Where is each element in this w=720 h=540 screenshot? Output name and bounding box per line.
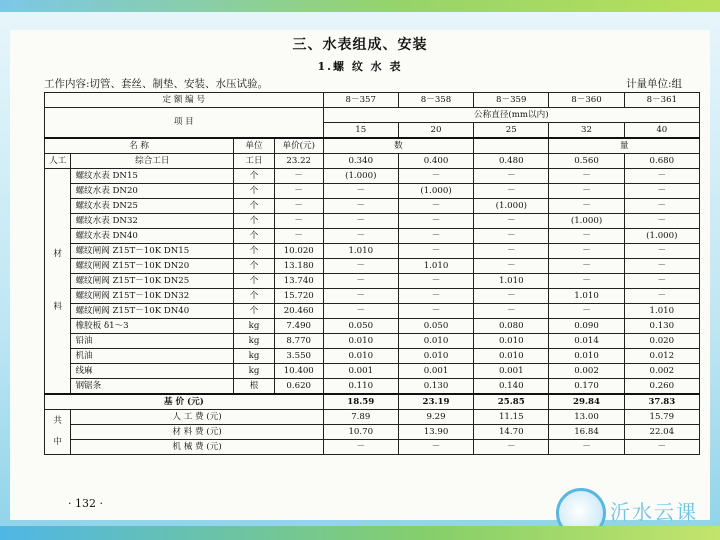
material-qty: － bbox=[474, 304, 549, 319]
material-qty: 1.010 bbox=[474, 274, 549, 289]
material-qty: － bbox=[398, 289, 473, 304]
cost-breakdown-value: 22.04 bbox=[624, 425, 699, 440]
diameter-value: 15 bbox=[323, 123, 398, 139]
material-row bbox=[45, 199, 700, 214]
material-qty: － bbox=[398, 214, 473, 229]
material-row bbox=[45, 289, 700, 304]
quota-code: 8－361 bbox=[624, 93, 699, 108]
material-qty: 0.010 bbox=[323, 349, 398, 364]
material-price: 3.550 bbox=[274, 349, 323, 364]
cost-breakdown-label: 人 工 费 (元) bbox=[71, 410, 323, 425]
cost-category-char: 共 bbox=[53, 416, 63, 426]
diameter-label: 公称直径(mm以内) bbox=[323, 108, 699, 123]
cost-breakdown-value: 10.70 bbox=[323, 425, 398, 440]
material-name: 螺纹水表 DN25 bbox=[71, 199, 234, 214]
material-name: 铅油 bbox=[71, 334, 234, 349]
material-unit: 个 bbox=[234, 274, 275, 289]
material-qty: 0.010 bbox=[398, 334, 473, 349]
quantity-header-spacer bbox=[474, 138, 549, 154]
material-row bbox=[45, 319, 700, 334]
material-qty: 1.010 bbox=[549, 289, 624, 304]
material-price: － bbox=[274, 199, 323, 214]
item-label: 项 目 bbox=[45, 108, 324, 139]
subsection-title: 1.螺 纹 水 表 bbox=[317, 60, 403, 73]
material-qty: 0.010 bbox=[549, 349, 624, 364]
cost-breakdown-row bbox=[45, 410, 700, 425]
cost-breakdown-category bbox=[45, 410, 71, 455]
material-qty: － bbox=[398, 244, 473, 259]
material-row bbox=[45, 304, 700, 319]
quota-code-row bbox=[45, 93, 700, 108]
top-accent-bar bbox=[0, 0, 720, 12]
material-name: 螺纹闸阀 Z15T－10K DN15 bbox=[71, 244, 234, 259]
material-qty: 1.010 bbox=[624, 304, 699, 319]
material-unit: 个 bbox=[234, 169, 275, 184]
material-qty: 0.170 bbox=[549, 379, 624, 395]
material-qty: － bbox=[624, 274, 699, 289]
labor-qty: 0.340 bbox=[323, 154, 398, 169]
material-qty: － bbox=[398, 304, 473, 319]
material-qty: 0.010 bbox=[474, 349, 549, 364]
material-qty: 0.050 bbox=[323, 319, 398, 334]
material-qty: 0.002 bbox=[624, 364, 699, 379]
material-qty: 0.130 bbox=[398, 379, 473, 395]
material-qty: － bbox=[549, 199, 624, 214]
material-qty: － bbox=[549, 244, 624, 259]
cost-breakdown-label: 材 料 费 (元) bbox=[71, 425, 323, 440]
diameter-value: 40 bbox=[624, 123, 699, 139]
material-qty: 0.001 bbox=[323, 364, 398, 379]
cost-breakdown-value: 16.84 bbox=[549, 425, 624, 440]
cost-breakdown-row bbox=[45, 440, 700, 455]
material-qty: － bbox=[549, 304, 624, 319]
column-header-row bbox=[45, 138, 700, 154]
material-qty: 0.090 bbox=[549, 319, 624, 334]
material-qty: 0.012 bbox=[624, 349, 699, 364]
price-header: 单价(元) bbox=[274, 138, 323, 154]
material-qty: － bbox=[398, 229, 473, 244]
quantity-header-right: 量 bbox=[549, 138, 700, 154]
material-name: 钢锯条 bbox=[71, 379, 234, 395]
material-qty: － bbox=[549, 169, 624, 184]
quota-code: 8－357 bbox=[323, 93, 398, 108]
labor-row bbox=[45, 154, 700, 169]
cost-breakdown-value: － bbox=[549, 440, 624, 455]
material-unit: kg bbox=[234, 349, 275, 364]
material-price: 20.460 bbox=[274, 304, 323, 319]
material-qty: 0.014 bbox=[549, 334, 624, 349]
material-price: 10.020 bbox=[274, 244, 323, 259]
material-qty: 0.260 bbox=[624, 379, 699, 395]
material-category bbox=[45, 169, 71, 395]
material-row bbox=[45, 259, 700, 274]
material-price: － bbox=[274, 229, 323, 244]
cost-category-char: 中 bbox=[53, 437, 63, 447]
material-qty: 0.001 bbox=[474, 364, 549, 379]
material-qty: 0.130 bbox=[624, 319, 699, 334]
material-qty: － bbox=[549, 229, 624, 244]
quota-label: 定 额 编 号 bbox=[45, 93, 324, 108]
material-qty: － bbox=[323, 229, 398, 244]
material-qty: － bbox=[398, 199, 473, 214]
work-content: 工作内容:切管、套丝、制垫、安装、水压试验。 bbox=[44, 78, 269, 90]
material-row bbox=[45, 274, 700, 289]
material-qty: － bbox=[323, 184, 398, 199]
material-qty: 0.010 bbox=[398, 349, 473, 364]
diameter-header-row bbox=[45, 108, 700, 123]
material-qty: 0.110 bbox=[323, 379, 398, 395]
cost-breakdown-value: 9.29 bbox=[398, 410, 473, 425]
material-qty: 0.002 bbox=[549, 364, 624, 379]
material-price: 13.180 bbox=[274, 259, 323, 274]
material-qty: 0.050 bbox=[398, 319, 473, 334]
material-qty: 1.010 bbox=[323, 244, 398, 259]
material-price: 0.620 bbox=[274, 379, 323, 395]
cost-breakdown-value: 15.79 bbox=[624, 410, 699, 425]
name-header: 名 称 bbox=[45, 138, 234, 154]
quota-code: 8－360 bbox=[549, 93, 624, 108]
document-page bbox=[10, 30, 710, 520]
diameter-value: 32 bbox=[549, 123, 624, 139]
page-number: · 132 · bbox=[68, 497, 103, 510]
material-qty: － bbox=[398, 274, 473, 289]
labor-qty: 0.680 bbox=[624, 154, 699, 169]
material-name: 线麻 bbox=[71, 364, 234, 379]
material-price: 13.740 bbox=[274, 274, 323, 289]
material-qty: － bbox=[474, 259, 549, 274]
material-name: 螺纹水表 DN15 bbox=[71, 169, 234, 184]
material-qty: 0.010 bbox=[474, 334, 549, 349]
material-qty: － bbox=[624, 184, 699, 199]
material-qty: － bbox=[474, 169, 549, 184]
material-qty: (1.000) bbox=[398, 184, 473, 199]
quota-code: 8－359 bbox=[474, 93, 549, 108]
material-qty: － bbox=[624, 244, 699, 259]
cost-breakdown-value: － bbox=[323, 440, 398, 455]
logo-text: 沂水云课 bbox=[610, 500, 698, 524]
material-qty: － bbox=[474, 214, 549, 229]
material-unit: 个 bbox=[234, 184, 275, 199]
material-qty: － bbox=[624, 259, 699, 274]
material-qty: － bbox=[474, 184, 549, 199]
material-name: 螺纹水表 DN20 bbox=[71, 184, 234, 199]
base-price-value: 18.59 bbox=[323, 394, 398, 410]
labor-price: 23.22 bbox=[274, 154, 323, 169]
material-unit: 根 bbox=[234, 379, 275, 395]
cost-breakdown-value: 11.15 bbox=[474, 410, 549, 425]
material-price: 8.770 bbox=[274, 334, 323, 349]
material-price: － bbox=[274, 184, 323, 199]
diameter-value: 20 bbox=[398, 123, 473, 139]
material-qty: － bbox=[474, 289, 549, 304]
labor-qty: 0.480 bbox=[474, 154, 549, 169]
material-qty: － bbox=[549, 274, 624, 289]
base-price-label: 基 价 (元) bbox=[45, 394, 324, 410]
cost-breakdown-value: 13.00 bbox=[549, 410, 624, 425]
material-qty: － bbox=[474, 244, 549, 259]
material-qty: － bbox=[323, 259, 398, 274]
measure-unit: 计量单位:组 bbox=[625, 78, 682, 90]
material-qty: － bbox=[624, 214, 699, 229]
material-qty: － bbox=[323, 199, 398, 214]
labor-qty: 0.400 bbox=[398, 154, 473, 169]
material-qty: － bbox=[323, 274, 398, 289]
unit-header: 单位 bbox=[234, 138, 275, 154]
cost-breakdown-value: － bbox=[474, 440, 549, 455]
quota-table bbox=[44, 92, 700, 455]
material-row bbox=[45, 364, 700, 379]
base-price-value: 37.83 bbox=[624, 394, 699, 410]
material-qty: 0.140 bbox=[474, 379, 549, 395]
material-name: 螺纹水表 DN40 bbox=[71, 229, 234, 244]
cost-breakdown-value: 14.70 bbox=[474, 425, 549, 440]
material-row bbox=[45, 214, 700, 229]
material-unit: 个 bbox=[234, 244, 275, 259]
material-qty: － bbox=[323, 304, 398, 319]
material-unit: 个 bbox=[234, 229, 275, 244]
material-price: 15.720 bbox=[274, 289, 323, 304]
material-qty: － bbox=[624, 289, 699, 304]
material-qty: － bbox=[549, 184, 624, 199]
material-price: － bbox=[274, 169, 323, 184]
material-row bbox=[45, 379, 700, 395]
material-price: 7.490 bbox=[274, 319, 323, 334]
material-name: 螺纹水表 DN32 bbox=[71, 214, 234, 229]
quota-code: 8－358 bbox=[398, 93, 473, 108]
material-qty: － bbox=[398, 169, 473, 184]
cost-breakdown-label: 机 械 费 (元) bbox=[71, 440, 323, 455]
material-qty: (1.000) bbox=[624, 229, 699, 244]
labor-unit: 工日 bbox=[234, 154, 275, 169]
base-price-value: 23.19 bbox=[398, 394, 473, 410]
material-unit: 个 bbox=[234, 214, 275, 229]
section-title: 三、水表组成、安装 bbox=[292, 37, 428, 53]
material-name: 螺纹闸阀 Z15T－10K DN32 bbox=[71, 289, 234, 304]
material-price: － bbox=[274, 214, 323, 229]
material-qty: － bbox=[323, 289, 398, 304]
bottom-accent-bar bbox=[0, 526, 720, 540]
labor-qty: 0.560 bbox=[549, 154, 624, 169]
material-unit: kg bbox=[234, 334, 275, 349]
labor-name: 综合工日 bbox=[71, 154, 234, 169]
material-name: 螺纹闸阀 Z15T－10K DN20 bbox=[71, 259, 234, 274]
cost-breakdown-value: 7.89 bbox=[323, 410, 398, 425]
material-unit: 个 bbox=[234, 289, 275, 304]
labor-category: 人工 bbox=[45, 154, 71, 169]
material-row bbox=[45, 229, 700, 244]
material-qty: － bbox=[549, 259, 624, 274]
material-qty: (1.000) bbox=[549, 214, 624, 229]
material-qty: 1.010 bbox=[398, 259, 473, 274]
material-name: 螺纹闸阀 Z15T－10K DN25 bbox=[71, 274, 234, 289]
cost-breakdown-value: － bbox=[624, 440, 699, 455]
material-row bbox=[45, 169, 700, 184]
material-qty: － bbox=[323, 214, 398, 229]
cost-breakdown-value: － bbox=[398, 440, 473, 455]
material-row bbox=[45, 244, 700, 259]
material-qty: 0.001 bbox=[398, 364, 473, 379]
diameter-value: 25 bbox=[474, 123, 549, 139]
material-qty: － bbox=[624, 169, 699, 184]
base-price-value: 25.85 bbox=[474, 394, 549, 410]
cost-breakdown-row bbox=[45, 425, 700, 440]
material-unit: kg bbox=[234, 319, 275, 334]
material-unit: 个 bbox=[234, 199, 275, 214]
cost-breakdown-value: 13.90 bbox=[398, 425, 473, 440]
material-name: 螺纹闸阀 Z15T－10K DN40 bbox=[71, 304, 234, 319]
material-qty: 0.010 bbox=[323, 334, 398, 349]
material-name: 机油 bbox=[71, 349, 234, 364]
material-category-char: 料 bbox=[53, 302, 63, 312]
material-unit: 个 bbox=[234, 304, 275, 319]
quantity-header-left: 数 bbox=[323, 138, 474, 154]
material-unit: kg bbox=[234, 364, 275, 379]
material-row bbox=[45, 334, 700, 349]
material-qty: (1.000) bbox=[474, 199, 549, 214]
material-price: 10.400 bbox=[274, 364, 323, 379]
material-unit: 个 bbox=[234, 259, 275, 274]
material-row bbox=[45, 184, 700, 199]
material-category-char: 材 bbox=[53, 249, 63, 259]
material-qty: 0.080 bbox=[474, 319, 549, 334]
material-qty: － bbox=[474, 229, 549, 244]
base-price-value: 29.84 bbox=[549, 394, 624, 410]
material-name: 橡胶板 δ1～3 bbox=[71, 319, 234, 334]
material-qty: － bbox=[624, 199, 699, 214]
base-price-row bbox=[45, 394, 700, 410]
material-row bbox=[45, 349, 700, 364]
material-qty: 0.020 bbox=[624, 334, 699, 349]
material-qty: (1.000) bbox=[323, 169, 398, 184]
